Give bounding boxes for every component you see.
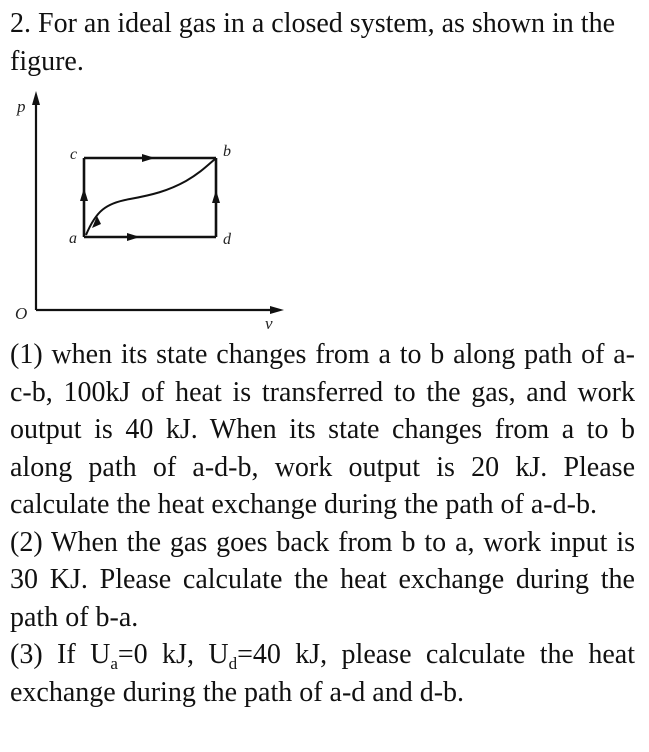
intro-text: 2. For an ideal gas in a closed system, as shown in the figure. [10,8,616,77]
point-a-label: a [69,230,77,247]
pv-diagram [0,85,300,335]
origin-label: O [15,304,28,323]
path-a-b-curve [86,159,215,235]
pv-diagram-svg [0,85,300,335]
question-1: (1) when its state changes from a to b along path of a-c-b, 100kJ of heat is transferred to the gas, and work output is 40 kJ. When its state changes from a to b along path of a-d-b, work output is 20 kJ. Please calculate the heat exchange during the path of a-d-b. [10,339,635,520]
problem-questions [10,336,635,711]
problem-intro [10,5,635,80]
arrow-a-c [80,188,88,201]
q3-mid: =0 kJ, U [117,639,229,670]
point-b-label: b [223,143,231,160]
q3-sub-d: d [228,654,238,673]
point-d-label: d [223,231,231,248]
question-3 [10,636,635,711]
y-axis-label: p [17,97,26,116]
question-2: (2) When the gas goes back from b to a, work input is 30 KJ. Please calculate the heat exchange during the path of b-a. [10,526,635,633]
q3-prefix: (3) If U [10,639,111,670]
arrow-c-b [142,154,155,162]
q3-suffix: =40 kJ, please calculate the heat exchange during the path of a-d and d-b. [10,639,635,708]
x-axis-label: v [265,314,273,333]
arrow-d-b [212,190,220,203]
y-axis-arrow [32,91,40,105]
arrow-a-d [127,233,140,241]
point-c-label: c [70,146,78,163]
x-axis-arrow [270,306,284,314]
q3-sub-a: a [110,654,118,673]
